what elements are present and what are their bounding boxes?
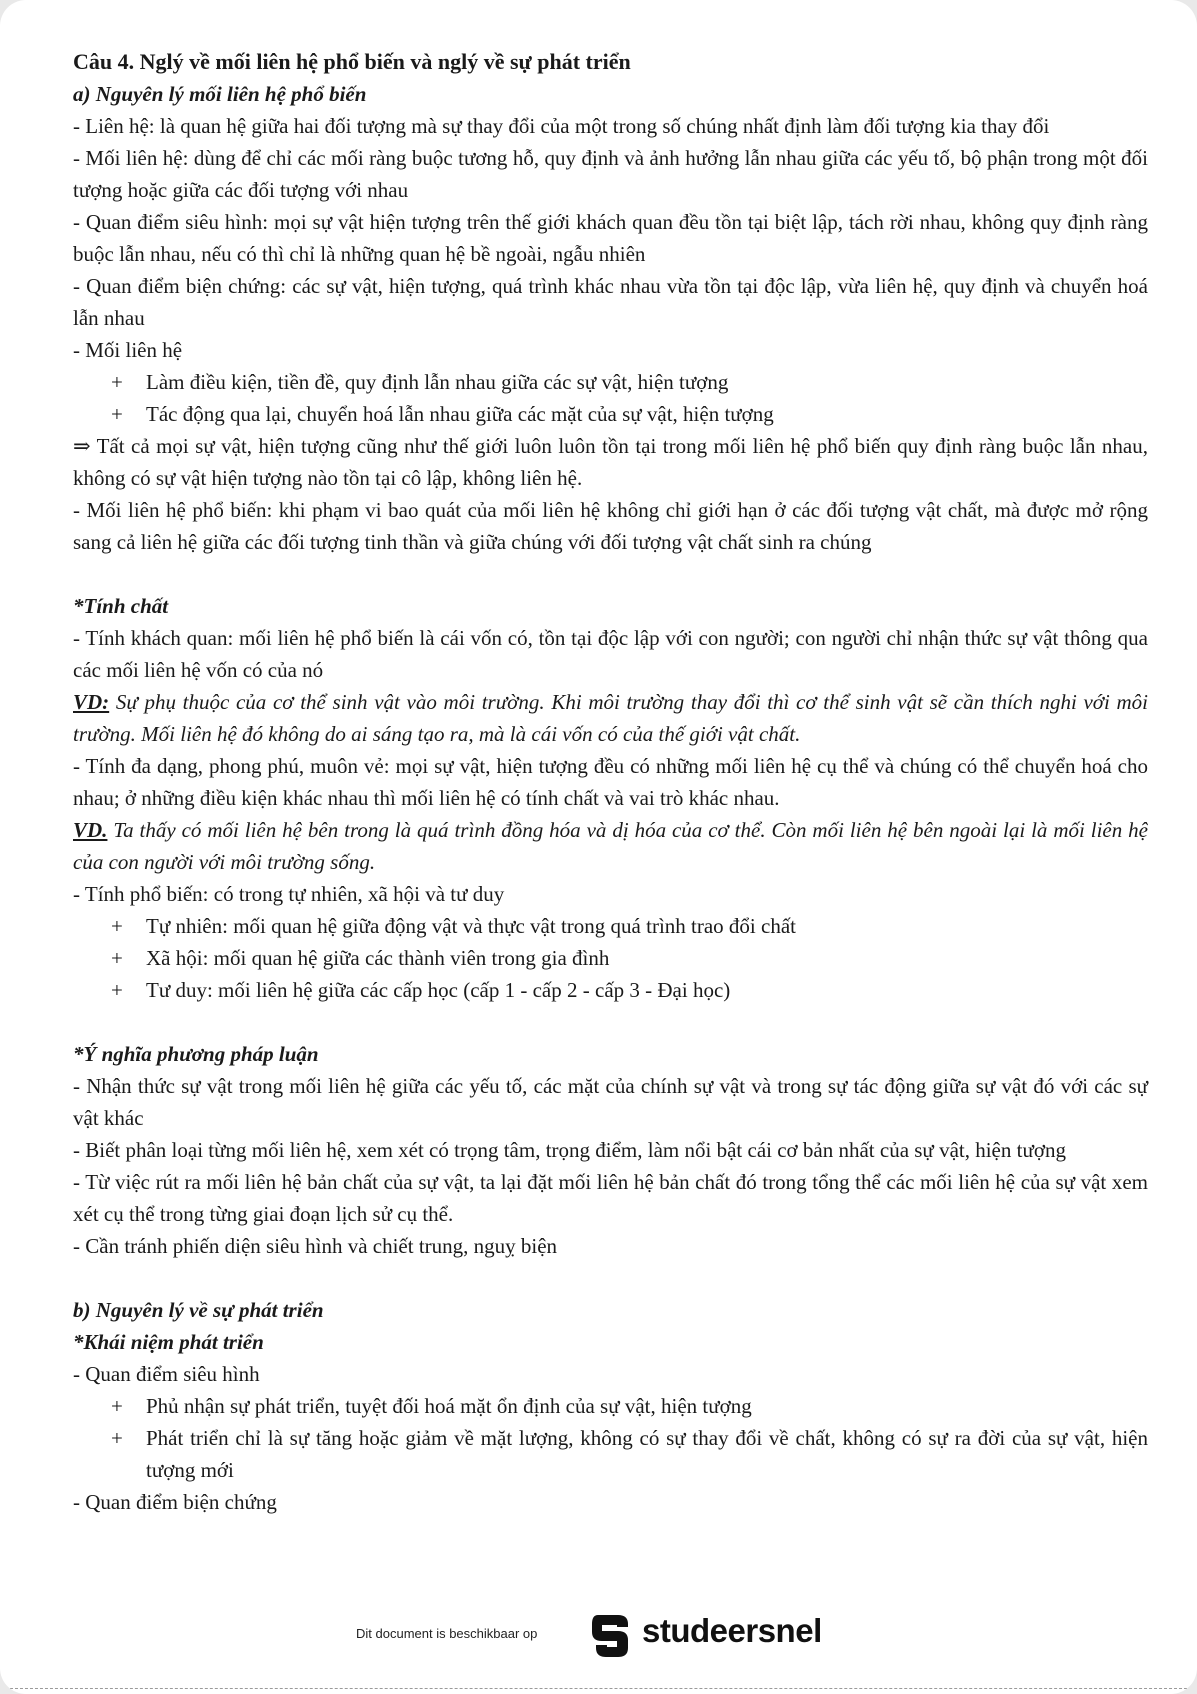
bullet-mark: + (111, 914, 123, 938)
properties-heading: *Tính chất (73, 594, 169, 618)
example-text: Sự phụ thuộc của cơ thể sinh vật vào môi trường. Khi môi trường thay đổi thì cơ thể sinh vật sẽ cần thích nghi với môi trường. Mối liên hệ đó không do ai sáng tạo ra, mà là cái vốn có của thế giới vật chất. (73, 690, 1148, 746)
bullet-item (73, 366, 1148, 398)
bullet-item (73, 1422, 1148, 1486)
paragraph: - Mối liên hệ (73, 338, 183, 362)
paragraph: - Quan điểm siêu hình: mọi sự vật hiện tượng trên thế giới khách quan đều tồn tại biệt lập, tách rời nhau, không quy định ràng buộc lẫn nhau, nếu có thì chỉ là những quan hệ bề ngoài, ngẫu nhiên (73, 210, 1148, 266)
example-paragraph (73, 814, 1148, 878)
bullet-text: Làm điều kiện, tiền đề, quy định lẫn nhau giữa các sự vật, hiện tượng (146, 370, 729, 394)
bullet-item (73, 398, 1148, 430)
example-paragraph (73, 686, 1148, 750)
bullet-text: Phát triển chỉ là sự tăng hoặc giảm về mặt lượng, không có sự thay đổi về chất, không có sự ra đời của sự vật, hiện tượng mới (146, 1426, 1148, 1482)
bullet-mark: + (111, 370, 123, 394)
availability-text: Dit document is beschikbaar op (356, 1626, 538, 1641)
paragraph: - Tính phổ biến: có trong tự nhiên, xã hội và tư duy (73, 882, 505, 906)
spacer (73, 1006, 1148, 1038)
bullet-mark: + (111, 946, 123, 970)
bullet-text: Tự nhiên: mối quan hệ giữa động vật và thực vật trong quá trình trao đổi chất (146, 914, 796, 938)
bullet-text: Xã hội: mối quan hệ giữa các thành viên trong gia đình (146, 946, 610, 970)
bullet-mark: + (111, 1426, 123, 1450)
paragraph: ⇒ Tất cả mọi sự vật, hiện tượng cũng như thế giới luôn luôn tồn tại trong mối liên hệ phổ biến quy định ràng buộc lẫn nhau, không có sự vật hiện tượng nào tồn tại cô lập, không liên hệ. (73, 434, 1148, 490)
section-b-heading: b) Nguyên lý về sự phát triển (73, 1298, 324, 1322)
paragraph: - Liên hệ: là quan hệ giữa hai đối tượng mà sự thay đổi của một trong số chúng nhất định làm đối tượng kia thay đổi (73, 114, 1050, 138)
concept-heading: *Khái niệm phát triển (73, 1330, 264, 1354)
studeersnel-logo-icon (588, 1611, 636, 1661)
bullet-mark: + (111, 978, 123, 1002)
example-text: Ta thấy có mối liên hệ bên trong là quá trình đồng hóa và dị hóa của cơ thể. Còn mối liên hệ bên ngoài lại là mối liên hệ của con người với môi trường sống. (73, 818, 1148, 874)
paragraph: - Biết phân loại từng mối liên hệ, xem xét có trọng tâm, trọng điểm, làm nổi bật cái cơ bản nhất của sự vật, hiện tượng (73, 1138, 1066, 1162)
footer-banner[interactable] (0, 1608, 1197, 1664)
bullet-mark: + (111, 402, 123, 426)
paragraph: - Cần tránh phiến diện siêu hình và chiết trung, nguỵ biện (73, 1234, 558, 1258)
bullet-item (73, 974, 1148, 1006)
paragraph: - Mối liên hệ phổ biến: khi phạm vi bao quát của mối liên hệ không chỉ giới hạn ở các đối tượng vật chất, mà được mở rộng sang cả liên hệ giữa các đối tượng tinh thần và giữa chúng với đối tượng vật chất sinh ra chúng (73, 498, 1148, 554)
paragraph: - Tính khách quan: mối liên hệ phổ biến là cái vốn có, tồn tại độc lập với con người; con người chỉ nhận thức sự vật thông qua các mối liên hệ vốn có của nó (73, 626, 1148, 682)
question-title: Câu 4. Nglý về mối liên hệ phổ biến và nglý về sự phát triển (73, 49, 631, 74)
paragraph: - Mối liên hệ: dùng để chỉ các mối ràng buộc tương hỗ, quy định và ảnh hưởng lẫn nhau giữa các yếu tố, bộ phận trong một đối tượng hoặc giữa các đối tượng với nhau (73, 146, 1148, 202)
spacer (73, 1262, 1148, 1294)
paragraph: - Từ việc rút ra mối liên hệ bản chất của sự vật, ta lại đặt mối liên hệ bản chất đó trong tổng thể các mối liên hệ của sự vật xem xét cụ thể trong từng giai đoạn lịch sử cụ thể. (73, 1170, 1148, 1226)
example-label: VD: (73, 690, 110, 714)
spacer (73, 558, 1148, 590)
document-content (73, 46, 1148, 1518)
paragraph: - Nhận thức sự vật trong mối liên hệ giữa các yếu tố, các mặt của chính sự vật và trong sự tác động giữa sự vật đó với các sự vật khác (73, 1074, 1148, 1130)
bullet-item (73, 910, 1148, 942)
bullet-item (73, 942, 1148, 974)
bullet-text: Phủ nhận sự phát triển, tuyệt đối hoá mặt ổn định của sự vật, hiện tượng (146, 1394, 752, 1418)
bullet-text: Tác động qua lại, chuyển hoá lẫn nhau giữa các mặt của sự vật, hiện tượng (146, 402, 774, 426)
bullet-mark: + (111, 1394, 123, 1418)
paragraph: - Quan điểm siêu hình (73, 1362, 260, 1386)
bullet-text: Tư duy: mối liên hệ giữa các cấp học (cấp 1 - cấp 2 - cấp 3 - Đại học) (146, 978, 731, 1002)
brand-name: studeersnel (642, 1612, 822, 1649)
section-a-heading: a) Nguyên lý mối liên hệ phổ biến (73, 82, 367, 106)
page-divider (0, 1688, 1197, 1689)
paragraph: - Quan điểm biện chứng (73, 1490, 277, 1514)
bullet-item (73, 1390, 1148, 1422)
methodology-heading: *Ý nghĩa phương pháp luận (73, 1042, 319, 1066)
paragraph: - Tính đa dạng, phong phú, muôn vẻ: mọi sự vật, hiện tượng đều có những mối liên hệ cụ thể và chúng có thể chuyển hoá cho nhau; ở những điều kiện khác nhau thì mối liên hệ có tính chất và vai trò khác nhau. (73, 754, 1148, 810)
example-label: VD. (73, 818, 108, 842)
paragraph: - Quan điểm biện chứng: các sự vật, hiện tượng, quá trình khác nhau vừa tồn tại độc lập, vừa liên hệ, quy định và chuyển hoá lẫn nhau (73, 274, 1148, 330)
